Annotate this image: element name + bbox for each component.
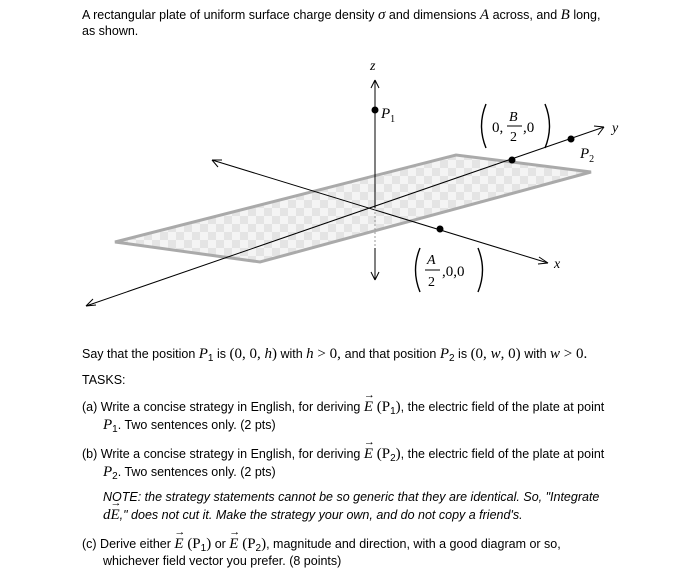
intro-part3: across, and <box>489 8 561 22</box>
task-a-l2-rest: . Two sentences only. (2 pts) <box>117 418 276 432</box>
tasks-heading: TASKS: <box>82 373 126 387</box>
note-e-vector: → E <box>111 507 120 523</box>
pos-close1: ) <box>271 346 277 362</box>
pos-text-6: with <box>524 347 551 361</box>
task-c-pre: (c) Derive either <box>82 537 175 551</box>
svg-text:,0,0: ,0,0 <box>442 264 465 280</box>
intro-line2: as shown. <box>82 24 139 38</box>
task-c-e2-vector: → E <box>229 536 238 552</box>
task-b-arg: (P <box>376 446 391 462</box>
svg-text:0,: 0, <box>492 120 504 136</box>
z-axis-label: z <box>370 59 376 74</box>
pos-gt2: > 0. <box>560 346 588 362</box>
task-c-arg2sub: 2 <box>255 543 262 554</box>
task-c-arg1sub: 1 <box>200 543 207 554</box>
svg-text:,0: ,0 <box>523 120 535 136</box>
point-a-edge <box>437 226 444 233</box>
pos-h2: h <box>306 346 314 362</box>
intro-part4: long, <box>569 8 601 22</box>
intro-part2: and dimensions <box>385 8 480 22</box>
task-b-l2-sub: 2 <box>112 471 118 482</box>
pos-p1: P <box>198 346 208 362</box>
task-b-pre: (b) Write a concise strategy in English, for deriving <box>82 447 364 461</box>
pos-text-5: is <box>454 347 471 361</box>
task-a-post: , the electric field of the plate at point <box>400 400 605 414</box>
svg-text:A: A <box>427 253 436 268</box>
task-c-line2: whichever field vector you prefer. (8 points) <box>103 554 342 568</box>
dimension-b: B <box>560 7 570 23</box>
task-b-argsub: 2 <box>390 453 396 464</box>
pos-coord2: (0, <box>470 346 491 362</box>
task-c-arg1: (P <box>187 536 201 552</box>
task-a-arg: (P <box>376 399 391 415</box>
pos-coord1: (0, 0, <box>229 346 265 362</box>
y-axis <box>86 127 604 306</box>
y-axis-arrowhead-right <box>594 126 604 135</box>
task-a-line2 <box>103 417 276 438</box>
task-b-e-vector: → E <box>364 446 373 462</box>
x-axis-label: x <box>554 257 561 272</box>
p1-label: $P_1$ <box>381 106 396 125</box>
task-b-argclose: ) <box>395 446 401 462</box>
pos-close2: , 0) <box>500 346 525 362</box>
task-c-or: or <box>211 537 230 551</box>
note-d: d <box>103 507 111 523</box>
task-a-e-vector: → E <box>364 399 373 415</box>
position-sentence <box>82 346 587 367</box>
point-p1 <box>372 107 379 114</box>
pos-p1-sub: 1 <box>207 353 214 364</box>
task-a-pre: (a) Write a concise strategy in English, for deriving <box>82 400 364 414</box>
pos-text-3: with <box>276 347 307 361</box>
intro-part1: A rectangular plate of uniform surface charge density <box>82 8 378 22</box>
task-b-l2-rest: . Two sentences only. (2 pts) <box>117 465 276 479</box>
pos-text-1: Say that the position <box>82 347 199 361</box>
task-c-post: , magnitude and direction, with a good diagram or so, <box>266 537 561 551</box>
pos-gt1: > 0, <box>313 346 345 362</box>
charged-plate <box>115 155 591 262</box>
pos-text-4: and that position <box>344 347 440 361</box>
task-b-post: , the electric field of the plate at point <box>400 447 605 461</box>
task-c-arg2: (P <box>242 536 256 552</box>
coord-a-label <box>416 248 483 292</box>
p2-label: $P_2$ <box>580 146 595 165</box>
task-b-line2 <box>103 464 276 485</box>
svg-text:2: 2 <box>510 130 517 145</box>
point-p2 <box>568 136 575 143</box>
task-c-e1-vector: → E <box>174 536 183 552</box>
point-b-edge <box>509 157 516 164</box>
task-c-arg1close: ) <box>206 536 212 552</box>
pos-h: h <box>264 346 272 362</box>
task-b-l2-p: P <box>103 464 113 480</box>
note-line2-rest: ," does not cut it. Make the strategy your own, and do not copy a friend's. <box>119 508 523 522</box>
coord-b-label <box>482 104 550 148</box>
pos-w: w <box>490 346 501 362</box>
y-axis-label: y <box>612 121 619 136</box>
pos-text-2: is <box>213 347 230 361</box>
y-axis-arrowhead-left <box>86 299 96 306</box>
sigma-symbol: σ <box>378 7 386 23</box>
svg-text:B: B <box>509 110 518 125</box>
task-c-arg2close: ) <box>261 536 267 552</box>
task-a-argclose: ) <box>395 399 401 415</box>
note-line1: NOTE: the strategy statements cannot be so generic that they are identical. So, "Integrate <box>103 490 600 504</box>
pos-p2-sub: 2 <box>449 353 455 364</box>
task-a-l2-sub: 1 <box>112 424 118 435</box>
pos-w2: w <box>550 346 561 362</box>
note-line2 <box>103 507 523 523</box>
pos-p2: P <box>439 346 450 362</box>
task-a-l2-p: P <box>103 417 113 433</box>
task-a-argsub: 1 <box>390 406 396 417</box>
svg-text:2: 2 <box>428 275 435 290</box>
dimension-a: A <box>479 7 490 23</box>
